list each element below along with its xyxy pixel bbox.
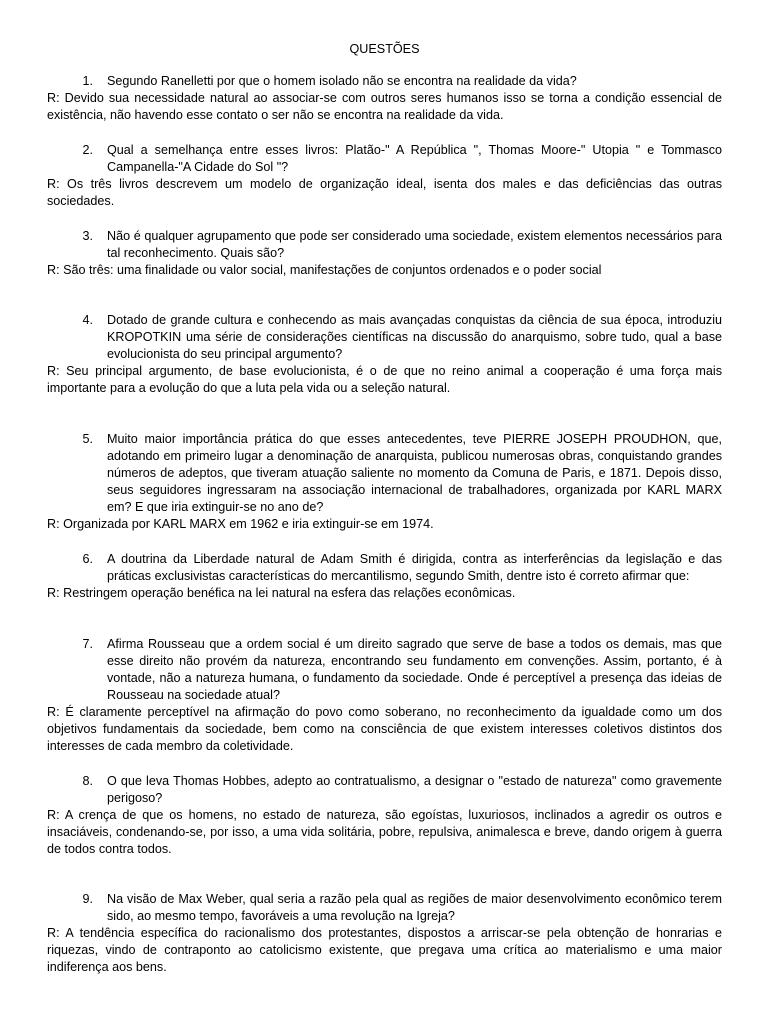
document-page — [47, 41, 722, 976]
question-number: 2. — [82, 143, 93, 157]
question-number: 5. — [82, 432, 93, 446]
question-number: 4. — [82, 313, 93, 327]
question-text: Qual a semelhança entre esses livros: Platão-" A República ", Thomas Moore-" Utopia " e Tommasco Campanella-"A Cidade do Sol "? — [107, 143, 722, 174]
answer-3: R: São três: uma finalidade ou valor social, manifestações de conjuntos ordenados e o poder social — [47, 263, 602, 277]
question-3 — [47, 228, 722, 262]
question-5 — [47, 431, 722, 516]
question-number: 9. — [82, 892, 93, 906]
question-block-4 — [47, 312, 722, 397]
answer-1: R: Devido sua necessidade natural ao associar-se com outros seres humanos isso se torna a condição essencial de existência, não havendo esse contato o ser não se encontra na realidade da vida. — [47, 91, 722, 122]
question-9 — [47, 891, 722, 925]
question-number: 6. — [82, 552, 93, 566]
question-number: 1. — [82, 74, 93, 88]
question-text: Não é qualquer agrupamento que pode ser considerado uma sociedade, existem elementos necessários para tal reconhecimento. Quais são? — [107, 229, 722, 260]
answer-6: R: Restringem operação benéfica na lei natural na esfera das relações econômicas. — [47, 586, 516, 600]
question-number: 7. — [82, 637, 93, 651]
answer-5: R: Organizada por KARL MARX em 1962 e iria extinguir-se em 1974. — [47, 517, 434, 531]
answer-7: R: É claramente perceptível na afirmação do povo como soberano, no reconhecimento da igualdade como um dos objetivos fundamentais da sociedade, bem como na consciência de que existem interesses coletivos distintos dos interesses de cada membro da coletividade. — [47, 705, 722, 753]
question-block-5 — [47, 431, 722, 533]
question-text: Afirma Rousseau que a ordem social é um direito sagrado que serve de base a todos os demais, mas que esse direito não provém da natureza, encontrando seu fundamento em convenções. Assim, portanto, é à vontade, não a natureza humana, o fundamento da sociedade. Onde é perceptível a presença das ideias de Rousseau na sociedade atual? — [107, 637, 722, 702]
page-title: QUESTÕES — [349, 42, 420, 56]
question-7 — [47, 636, 722, 704]
answer-8: R: A crença de que os homens, no estado de natureza, são egoístas, luxuriosos, inclinados a agredir os outros e insaciáveis, condenando-se, por isso, a uma vida solitária, pobre, repulsiva, animalesca e breve, dando origem à guerra de todos contra todos. — [47, 808, 722, 856]
question-1 — [47, 73, 722, 90]
question-block-2 — [47, 142, 722, 210]
question-8 — [47, 773, 722, 807]
question-block-6 — [47, 551, 722, 602]
question-block-1 — [47, 73, 722, 124]
question-6 — [47, 551, 722, 585]
question-number: 8. — [82, 774, 93, 788]
question-text: Na visão de Max Weber, qual seria a razão pela qual as regiões de maior desenvolvimento econômico terem sido, ao mesmo tempo, favoráveis a uma revolução na Igreja? — [107, 892, 722, 923]
question-block-7 — [47, 636, 722, 755]
question-2 — [47, 142, 722, 176]
question-block-3 — [47, 228, 722, 279]
question-text: Segundo Ranelletti por que o homem isolado não se encontra na realidade da vida? — [107, 74, 577, 88]
question-4 — [47, 312, 722, 363]
answer-2: R: Os três livros descrevem um modelo de organização ideal, isenta dos males e das deficiências das outras sociedades. — [47, 177, 722, 208]
question-text: O que leva Thomas Hobbes, adepto ao contratualismo, a designar o "estado de natureza" como gravemente perigoso? — [107, 774, 722, 805]
question-number: 3. — [82, 229, 93, 243]
question-text: Muito maior importância prática do que esses antecedentes, teve PIERRE JOSEPH PROUDHON, que, adotando em primeiro lugar a denominação de anarquista, publicou numerosas obras, conquistando grandes números de adeptos, que tiveram atuação saliente no momento da Comuna de Paris, e 1871. Depois disso, seus seguidores ingressaram na associação internacional de trabalhadores, organizada por KARL MARX em? E que iria extinguir-se no ano de? — [107, 432, 722, 514]
answer-9: R: A tendência específica do racionalismo dos protestantes, dispostos a arriscar-se pela obtenção de honrarias e riquezas, vindo de contraponto ao catolicismo existente, que pregava uma crítica ao materialismo e uma maior indiferença aos bens. — [47, 926, 722, 974]
question-text: Dotado de grande cultura e conhecendo as mais avançadas conquistas da ciência de sua época, introduziu KROPOTKIN uma série de considerações científicas na discussão do anarquismo, sobre tudo, qual a base evolucionista do seu principal argumento? — [107, 313, 722, 361]
question-block-9 — [47, 891, 722, 976]
answer-4: R: Seu principal argumento, de base evolucionista, é o de que no reino animal a cooperação é uma força mais importante para a evolução do que a luta pela vida ou a seleção natural. — [47, 364, 722, 395]
question-text: A doutrina da Liberdade natural de Adam Smith é dirigida, contra as interferências da legislação e das práticas exclusivistas características do mercantilismo, segundo Smith, dentre isto é correto afirmar que: — [107, 552, 722, 583]
question-block-8 — [47, 773, 722, 858]
